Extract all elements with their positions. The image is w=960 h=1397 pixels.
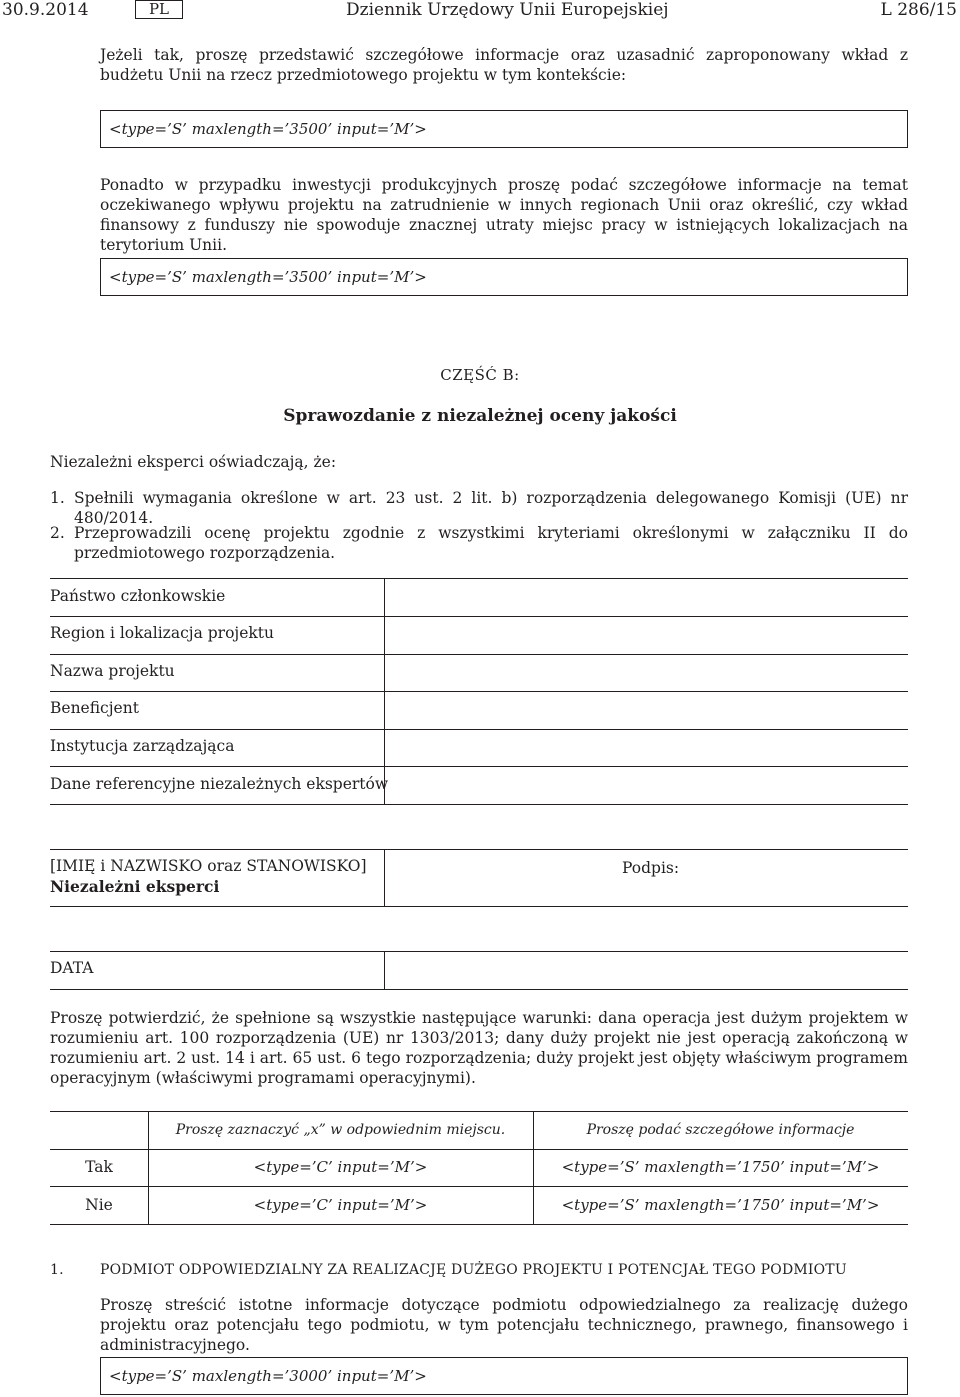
table-divider (384, 951, 385, 989)
option-yes-details[interactable]: <type=’S’ maxlength=’1750’ input=’M’> (561, 1158, 880, 1176)
table-rule (50, 989, 908, 990)
journal-title: Dziennik Urzędowy Unii Europejskiej (346, 0, 669, 20)
option-no-checkbox[interactable]: <type=’C’ input=’M’> (253, 1196, 428, 1214)
publication-date: 30.9.2014 (2, 0, 89, 20)
section-1-title: PODMIOT ODPOWIEDZIALNY ZA REALIZACJĘ DUŻEGO PROJEKTU I POTENCJAŁ TEGO PODMIOTU (100, 1262, 847, 1278)
table-rule (50, 804, 908, 805)
table-divider (384, 849, 385, 906)
option-yes-checkbox[interactable]: <type=’C’ input=’M’> (253, 1158, 428, 1176)
independent-experts-label: Niezależni eksperci (50, 877, 220, 896)
date-value-cell[interactable] (386, 952, 907, 988)
language-badge: PL (135, 0, 183, 19)
option-no-label: Nie (85, 1196, 113, 1214)
section-1-paragraph: Proszę streścić istotne informacje dotyczące podmiotu odpowiedzialnego za realizację dużego projektu oraz potencjału tego podmiotu, w tym potencjału technicznego, prawnego, finansowego i administracyjnego. (100, 1296, 908, 1354)
item-2-number: 2. (50, 524, 65, 542)
value-cell-managing-authority[interactable] (386, 767, 907, 803)
item-1-text: Spełnili wymagania określone w art. 23 ust. 2 lit. b) rozporządzenia delegowanego Komisji (UE) nr 480/2014. (74, 489, 908, 527)
value-cell-member-state[interactable] (386, 617, 907, 653)
row-label-beneficiary: Beneficjent (50, 699, 139, 717)
value-cell-beneficiary[interactable] (386, 730, 907, 765)
details-header: Proszę podać szczegółowe informacje (586, 1122, 855, 1138)
text-field-1[interactable]: <type=’S’ maxlength=’3500’ input=’M’> (100, 110, 908, 148)
value-cell-region[interactable] (386, 655, 907, 690)
intro-paragraph-1: Jeżeli tak, proszę przedstawić szczegółowe informacje oraz uzasadnić zaproponowany wkład z budżetu Unii na rzecz przedmiotowego projektu w tym kontekście: (100, 46, 908, 84)
table-rule (50, 849, 908, 850)
table-rule (50, 1111, 908, 1112)
table-rule (50, 1224, 908, 1225)
intro-paragraph-2: Ponadto w przypadku inwestycji produkcyjnych proszę podać szczegółowe informacje na temat oczekiwanego wpływu projektu na zatrudnienie w innych regionach Unii oraz określić, czy wkład finansowy z funduszy nie spowoduje znacznej utraty miejsc pracy w istniejących lokalizacjach na terytorium Unii. (100, 176, 908, 254)
signature-label: Podpis: (622, 859, 680, 877)
row-label-project-name: Nazwa projektu (50, 662, 175, 680)
text-field-3[interactable]: <type=’S’ maxlength=’3000’ input=’M’> (100, 1357, 908, 1395)
table-rule (50, 1186, 908, 1187)
row-label-managing-authority: Instytucja zarządzająca (50, 737, 235, 755)
mark-x-header: Proszę zaznaczyć „x” w odpowiednim miejscu. (175, 1122, 506, 1138)
value-cell-project-name[interactable] (386, 692, 907, 728)
confirmation-paragraph: Proszę potwierdzić, że spełnione są wszystkie następujące warunki: dana operacja jest dużym projektem w rozumieniu art. 100 rozporządzenia (UE) nr 1303/2013; dany duży projekt nie jest operacją zakończoną w rozumieniu art. 2 ust. 14 i art. 65 ust. 6 tego rozporządzenia; duży projekt jest objęty właściwym programem operacyjnym (właściwymi programami operacyjnymi). (50, 1009, 908, 1087)
page-number: L 286/15 (880, 0, 957, 20)
table-rule (50, 1149, 908, 1150)
table-rule (50, 906, 908, 907)
text-field-2[interactable]: <type=’S’ maxlength=’3500’ input=’M’> (100, 258, 908, 296)
section-1-number: 1. (50, 1262, 64, 1278)
table-rule (50, 578, 908, 579)
row-label-member-state: Państwo członkowskie (50, 587, 226, 605)
option-yes-label: Tak (85, 1158, 113, 1176)
declaration-intro: Niezależni eksperci oświadczają, że: (50, 453, 337, 471)
item-2-text: Przeprowadzili ocenę projektu zgodnie z wszystkimi kryteriami określonymi w załączniku II do przedmiotowego rozporządzenia. (74, 524, 908, 562)
item-1-number: 1. (50, 489, 65, 507)
date-label: DATA (50, 959, 94, 977)
option-no-details[interactable]: <type=’S’ maxlength=’1750’ input=’M’> (561, 1196, 880, 1214)
row-label-region: Region i lokalizacja projektu (50, 624, 274, 642)
part-b-label: CZĘŚĆ B: (440, 366, 520, 384)
row-label-expert-reference: Dane referencyjne niezależnych ekspertów (50, 775, 389, 793)
part-b-title: Sprawozdanie z niezależnej oceny jakości (283, 406, 677, 426)
name-position-label: [IMIĘ i NAZWISKO oraz STANOWISKO] (50, 857, 367, 875)
table-divider (384, 578, 385, 804)
